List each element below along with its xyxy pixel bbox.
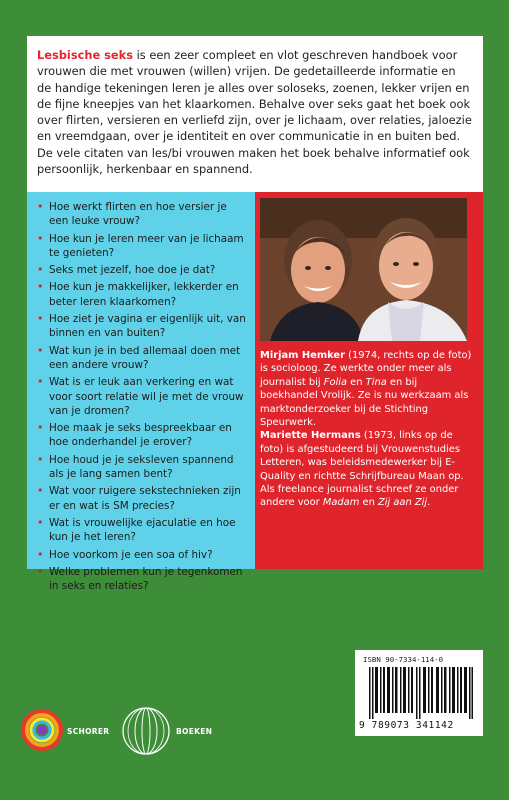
- question-item: • Hoe kun je makkelijker, lekkerder en beter leren klaarkomen?: [37, 280, 239, 308]
- author-photo-illustration: [260, 198, 467, 341]
- rainbow-ring-icon: [21, 709, 63, 751]
- author-panel: [255, 192, 483, 569]
- globe-icon: [120, 705, 172, 757]
- description-text: is een zeer compleet en vlot geschreven handboek voor vrouwen die met vrouwen (willen) vrijen. De gedetailleerde informatie en de handige tekeningen leren je alles over soloseks, zoenen, lekker vrijen en de fijne kneepjes van het klaarkomen. Behalve over seks gaat het boek ook over flirten, versieren en verliefd zijn, over je lichaam, over relaties, jaloezie en vreemdgaan, over je identiteit en over communicatie in en buiten bed. De vele citaten van les/bi vrouwen maken het boek behalve informatief ook persoonlijk, herkenbaar en spannend.: [37, 48, 472, 177]
- bullet-icon: •: [37, 280, 44, 294]
- publisher-name-right: BOEKEN: [176, 727, 213, 736]
- question-item: • Hoe maak je seks bespreekbaar en hoe onderhandel je erover?: [37, 421, 232, 449]
- question-item: • Wat kun je in bed allemaal doen met een andere vrouw?: [37, 343, 241, 371]
- author-bios: [260, 349, 474, 510]
- bullet-icon: •: [37, 564, 44, 578]
- bullet-icon: •: [37, 231, 44, 245]
- bullet-icon: •: [37, 452, 44, 466]
- question-item: • Seks met jezelf, hoe doe je dat?: [37, 263, 216, 277]
- ean-number: 9 789073 341142: [359, 720, 454, 731]
- publisher-name-left: SCHORER: [67, 727, 110, 736]
- barcode-icon: [369, 667, 473, 719]
- description-panel: [27, 36, 483, 192]
- bullet-icon: •: [37, 343, 44, 357]
- bullet-icon: •: [37, 375, 44, 389]
- question-item: • Wat is vrouwelijke ejaculatie en hoe kun je het leren?: [37, 515, 236, 544]
- bullet-icon: •: [37, 421, 44, 435]
- questions-panel: [27, 192, 255, 593]
- author-bio-mariette: Mariette Hermans (1973, links op de foto) is afgestudeerd bij Vrouwenstudies Letteren, was beleidsmedewerker bij E-Quality en richtte Schrijfbureau Maan op. Als freelance journalist schreef ze onder andere voor Madam en Zij aan Zij.: [260, 430, 464, 509]
- question-list: [35, 200, 249, 593]
- question-item: • Wat voor ruigere sekstechnieken zijn er en wat is SM precies?: [37, 484, 241, 512]
- question-item: • Hoe kun je leren meer van je lichaam te genieten?: [37, 231, 244, 259]
- question-item: • Hoe houd je je seksleven spannend als je lang samen bent?: [37, 452, 234, 481]
- isbn-text: ISBN 90-7334-114-0: [363, 655, 444, 664]
- question-item: • Welke problemen kun je tegenkomen in seks en relaties?: [37, 564, 243, 593]
- bullet-icon: •: [37, 547, 44, 561]
- bullet-icon: •: [37, 200, 44, 213]
- bullet-icon: •: [37, 312, 44, 326]
- barcode-box: [355, 650, 483, 736]
- question-item: • Hoe voorkom je een soa of hiv?: [37, 547, 213, 561]
- author-bio-mirjam: Mirjam Hemker (1974, rechts op de foto) is socioloog. Ze werkte onder meer als journalist bij Folia en Tina en bij boekhandel Vrolijk. Ze is nu werkzaam als marktonderzoeker bij de Stichting Speurwerk.: [260, 350, 472, 429]
- bullet-icon: •: [37, 263, 44, 277]
- book-title-highlight: Lesbische seks: [37, 48, 134, 62]
- author-photo: [260, 198, 467, 341]
- question-item: • Hoe ziet je vagina er eigenlijk uit, van binnen en van buiten?: [37, 312, 246, 340]
- bullet-icon: •: [37, 484, 44, 498]
- question-item: • Hoe werkt flirten en hoe versier je een leuke vrouw?: [37, 200, 227, 228]
- question-item: • Wat is er leuk aan verkering en wat voor soort relatie wil je met de vrouw van je dromen?: [37, 375, 244, 417]
- bullet-icon: •: [37, 515, 44, 529]
